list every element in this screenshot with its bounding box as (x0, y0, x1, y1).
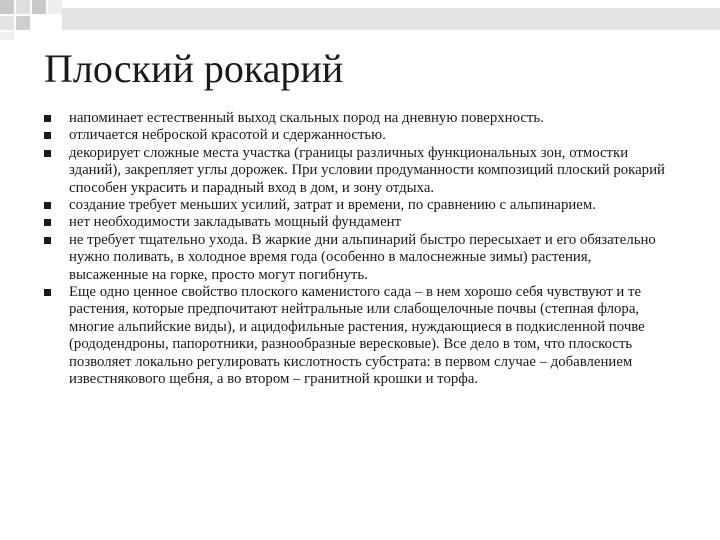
square-bullet-icon (44, 289, 51, 296)
square-bullet-icon (44, 202, 51, 209)
square-bullet-icon (44, 219, 51, 226)
slide-title: Плоский рокарий (44, 46, 344, 91)
bullet-text: создание требует меньших усилий, затрат и времени, по сравнению с альпинарием. (69, 197, 596, 214)
square-bullet-icon (44, 150, 51, 157)
bullet-list (44, 110, 674, 389)
bullet-item (44, 284, 674, 388)
bullet-text: напоминает естественный выход скальных пород на дневную поверхность. (69, 110, 544, 126)
bullet-item (44, 145, 674, 197)
square-bullet-icon (44, 237, 51, 244)
bullet-item (44, 197, 674, 214)
bullet-item (44, 127, 674, 144)
bullet-item (44, 214, 674, 231)
corner-decoration (0, 0, 720, 40)
square-bullet-icon (44, 115, 51, 122)
bullet-item (44, 232, 674, 284)
bullet-text: декорирует сложные места участка (границы различных функциональных зон, отмостки зданий), закрепляет углы дорожек. При условии продуманности композиций плоский рокарий способен украсить и парадный вход в дом, и зону отдыха. (69, 144, 665, 196)
bullet-item (44, 110, 674, 127)
bullet-text: не требует тщательно ухода. В жаркие дни альпинарий быстро пересыхает и его обязательно нужно поливать, в холодное время года (особенно в малоснежные зимы) растения, высаженные на горке, просто могут погибнуть. (69, 231, 656, 283)
bullet-text: отличается неброской красотой и сдержанностью. (69, 127, 386, 144)
square-bullet-icon (44, 132, 51, 139)
bullet-text: Еще одно ценное свойство плоского каменистого сада – в нем хорошо себя чувствуют и те растения, которые предпочитают нейтральные или слабощелочные почвы (степная флора, многие альпийские виды), и ацидофильные растения, нуждающиеся в подкисленной почве (рододендроны, папоротники, разнообразные вересковые). Все дело в том, что плоскость позволяет локально регулировать кислотность субстрата: в первом случае – добавлением известнякового щебня, а во втором – гранитной крошки и торфа. (69, 284, 645, 388)
bullet-text: нет необходимости закладывать мощный фундамент (69, 214, 402, 231)
top-bar (62, 8, 720, 30)
decorative-squares (0, 0, 62, 40)
